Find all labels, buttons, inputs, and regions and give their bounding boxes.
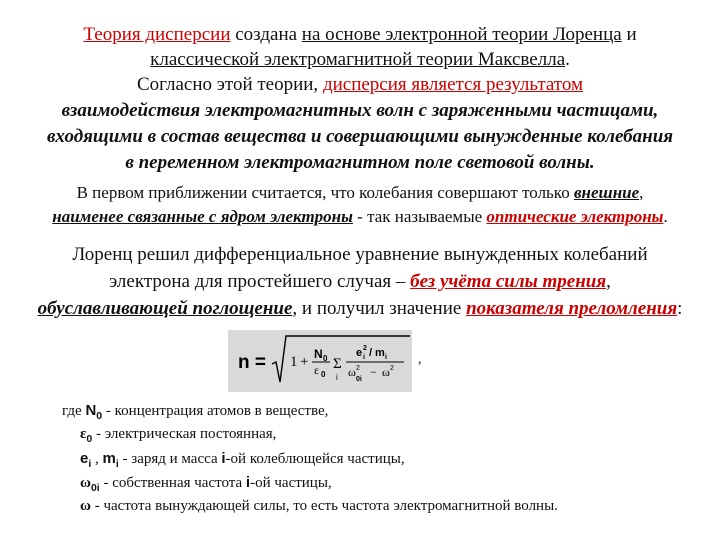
para2-line1: В первом приближении считается, что колебания совершают только внешние, [76, 183, 644, 202]
para1-line5: входящими в состав вещества и совершающими вынужденные колебания [46, 126, 674, 147]
term-least-bound: наименее связанные с ядром электроны [52, 207, 353, 226]
svg-text:i: i [385, 354, 387, 361]
dispersion-result: дисперсия является результатом [322, 74, 584, 95]
lorentz-theory-link: на основе электронной теории Лоренца [301, 24, 622, 45]
term-refractive-index: показателя преломления [466, 298, 678, 319]
formula-plus: + [300, 354, 309, 370]
def-ei-mi: $e_i$ , $m_i$ - заряд и масса i-ой колеблющейся частицы, [80, 450, 405, 470]
formula-sigma: Σ [333, 356, 342, 372]
def-omega: ω - частота вынуждающей силы, то есть частота электромагнитной волны. [80, 498, 558, 514]
formula-N: N [314, 347, 323, 361]
formula-eps: ε [314, 363, 320, 377]
formula-comma: , [418, 352, 422, 367]
svg-text:−: − [370, 365, 377, 379]
term-optical-electrons: оптические электроны [486, 207, 664, 226]
refractive-index-formula [228, 330, 412, 392]
para1-line3: Согласно этой теории, дисперсия является результатом [136, 74, 584, 95]
formula-e: e [356, 347, 363, 359]
para1-line6: в переменном электромагнитном поле световой волны. [125, 152, 595, 173]
formula-omega: ω [382, 365, 390, 379]
para1-line4: взаимодействия электромагнитных волн с заряженными частицами, [61, 100, 659, 121]
formula-m: m [375, 347, 385, 359]
svg-text:2: 2 [356, 365, 360, 372]
term-no-friction: без учёта силы трения [410, 271, 607, 292]
svg-text:0: 0 [323, 354, 328, 363]
formula-omega0: ω [348, 365, 356, 379]
formula-box [228, 330, 412, 392]
svg-text:2: 2 [363, 345, 367, 352]
def-eps0: $\varepsilon_0$ - электрическая постоянная, [80, 426, 277, 445]
svg-text:0: 0 [321, 370, 326, 379]
para1-line1: Теория дисперсии создана на основе электронной теории Лоренца и [83, 24, 637, 45]
term-dispersion-theory: Теория дисперсии [83, 24, 231, 45]
formula-lhs: n = [238, 352, 266, 373]
para3-line3: обуславливающей поглощение, и получил значение показателя преломления: [37, 298, 683, 319]
formula-one: 1 [290, 354, 298, 370]
para3-line2: электрона для простейшего случая – без учёта силы трения, [109, 271, 611, 292]
maxwell-theory: классической электромагнитной теории Максвелла [150, 49, 566, 70]
def-omega0i: $\omega_{0i}$ - собственная частота i-ой частицы, [80, 474, 332, 494]
para2-line2: наименее связанные с ядром электроны - так называемые оптические электроны. [52, 207, 668, 226]
para3-line1: Лоренц решил дифференциальное уравнение вынужденных колебаний [72, 244, 648, 265]
def-N0: где $N_0$ - концентрация атомов в веществе, [62, 402, 329, 422]
svg-text:i: i [336, 373, 338, 382]
term-outer: внешние [573, 183, 640, 202]
svg-text:0i: 0i [356, 376, 362, 383]
svg-text:i: i [363, 354, 365, 361]
svg-text:/: / [369, 347, 373, 359]
svg-text:2: 2 [390, 365, 394, 372]
para1-line2: классической электромагнитной теории Максвелла. [150, 49, 570, 70]
term-absorption: обуславливающей поглощение [37, 298, 293, 319]
